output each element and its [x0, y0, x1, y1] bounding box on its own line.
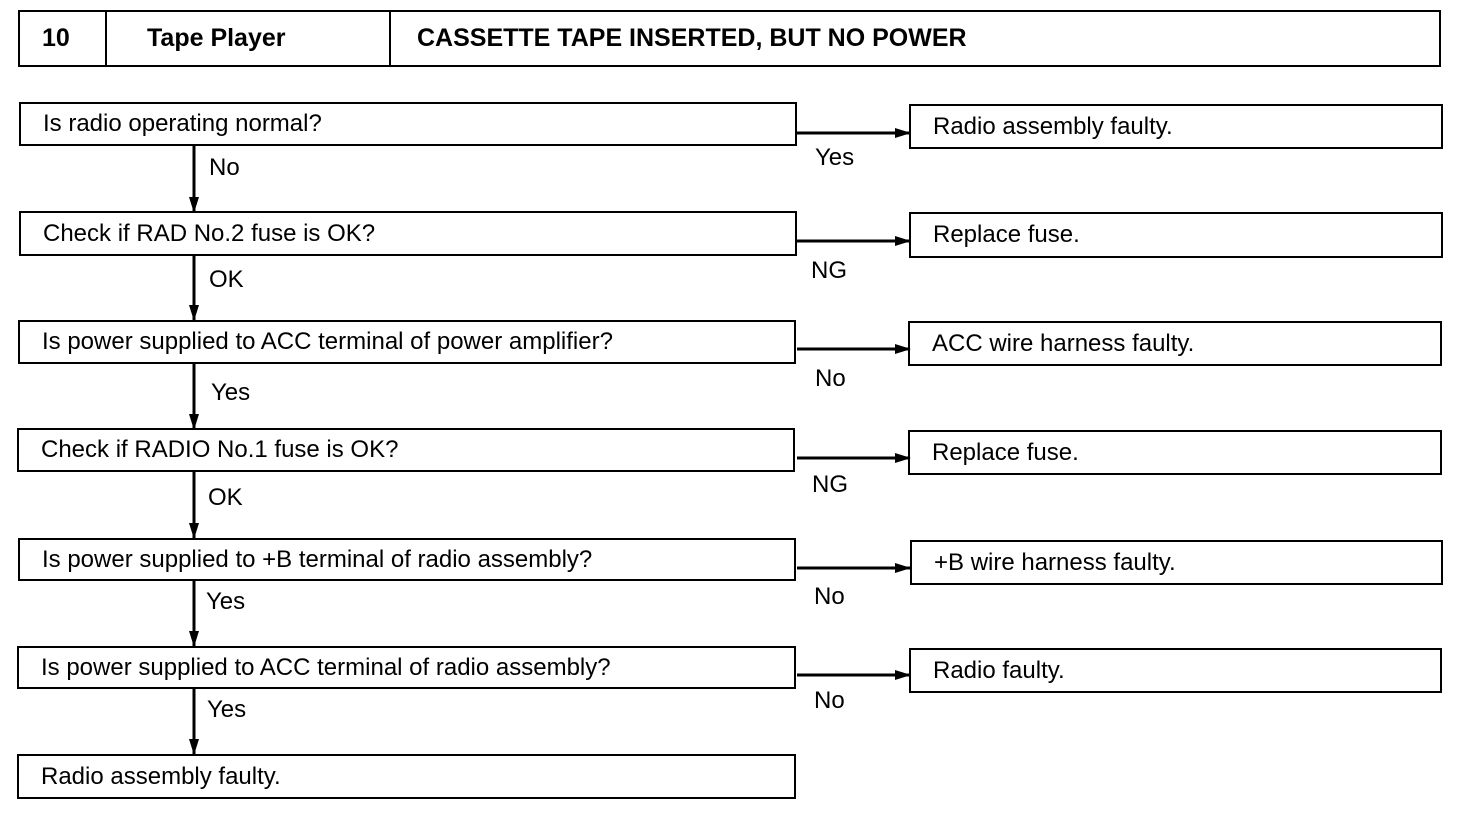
question-box-3: Is power supplied to ACC terminal of power amplifier?: [18, 320, 796, 364]
right-label-2: NG: [811, 257, 847, 284]
down-label-5: Yes: [206, 588, 246, 615]
result-box-3: ACC wire harness faulty.: [908, 321, 1442, 366]
header-title: CASSETTE TAPE INSERTED, BUT NO POWER: [417, 24, 967, 52]
down-label-2: OK: [209, 266, 244, 293]
header-number: 10: [20, 12, 107, 65]
result-box-6: Radio faulty.: [909, 648, 1442, 693]
question-box-2: Check if RAD No.2 fuse is OK?: [19, 211, 797, 256]
down-label-6: Yes: [207, 696, 247, 723]
down-label-4: OK: [208, 484, 243, 511]
right-label-1: Yes: [815, 144, 855, 171]
header-category: Tape Player: [107, 12, 391, 65]
down-label-3: Yes: [211, 379, 251, 406]
result-box-2: Replace fuse.: [909, 212, 1443, 258]
question-box-6: Is power supplied to ACC terminal of radio assembly?: [17, 646, 796, 689]
right-label-5: No: [814, 583, 845, 610]
result-box-4: Replace fuse.: [908, 430, 1442, 475]
down-label-1: No: [209, 154, 240, 181]
right-label-6: No: [814, 687, 845, 714]
right-label-3: No: [815, 365, 846, 392]
question-box-1: Is radio operating normal?: [19, 102, 797, 146]
right-label-4: NG: [812, 471, 848, 498]
final-result-box: Radio assembly faulty.: [17, 754, 796, 799]
question-box-4: Check if RADIO No.1 fuse is OK?: [17, 428, 795, 472]
result-box-5: +B wire harness faulty.: [910, 540, 1443, 585]
question-box-5: Is power supplied to +B terminal of radio assembly?: [18, 538, 796, 581]
result-box-1: Radio assembly faulty.: [909, 104, 1443, 149]
